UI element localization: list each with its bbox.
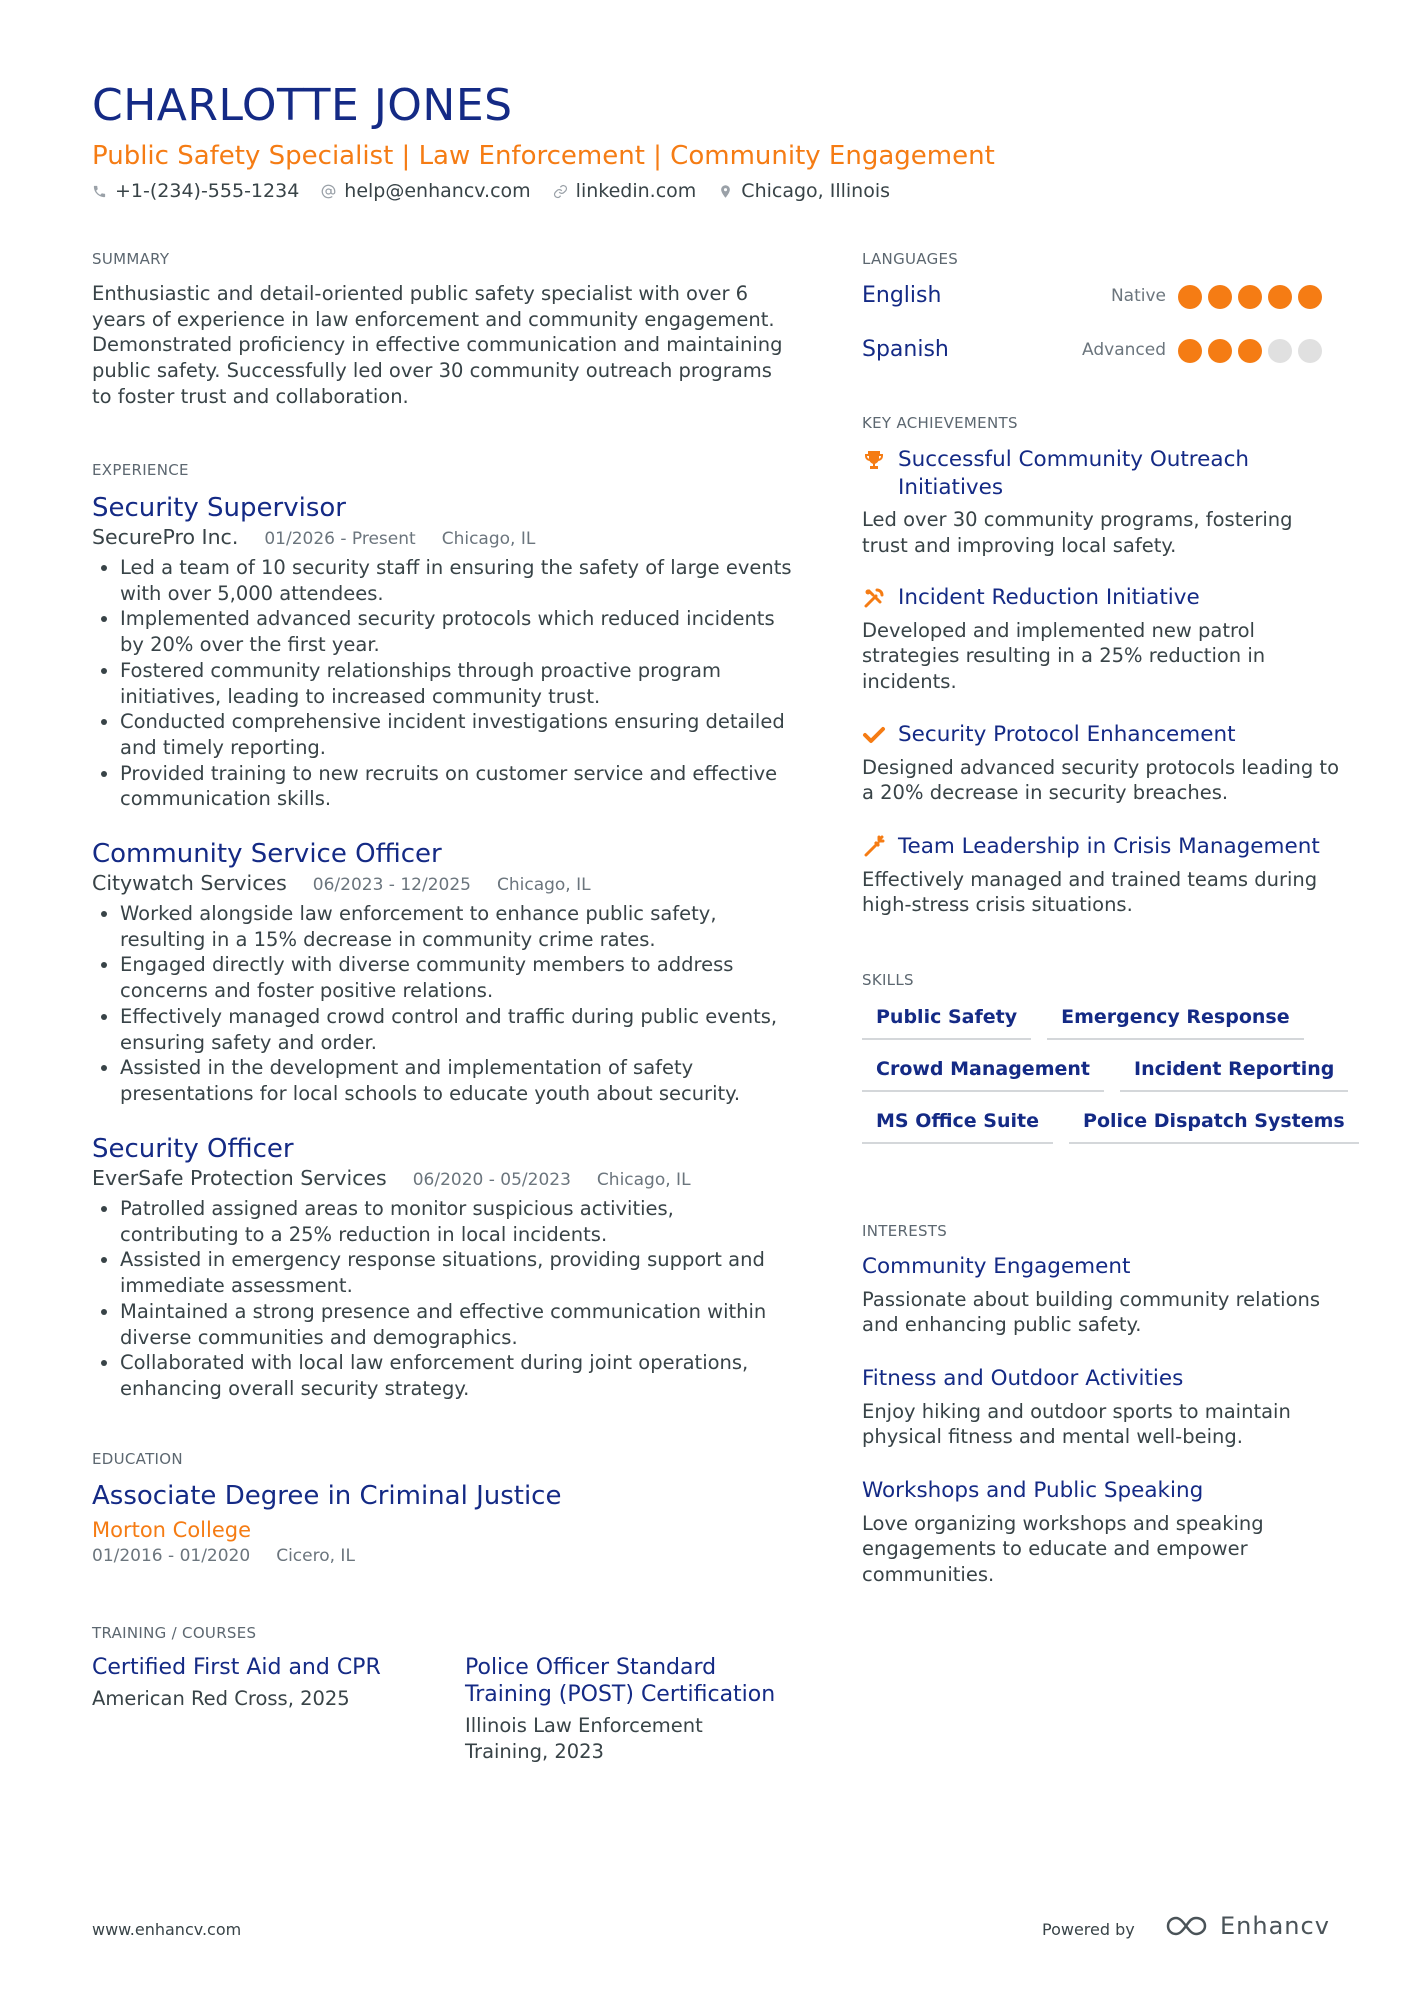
course-org: American Red Cross, 2025 [92, 1687, 350, 1710]
achievement-item [862, 584, 1342, 695]
contact-email[interactable] [321, 180, 530, 202]
job-bullets [92, 555, 792, 812]
linkedin-text: linkedin.com [575, 180, 697, 202]
education-school: Morton College [92, 1518, 252, 1542]
education-dates: 01/2016 - 01/2020 [92, 1546, 251, 1566]
interest-item [862, 1253, 1342, 1338]
rating-dot [1238, 339, 1262, 363]
rating-dot [1208, 285, 1232, 309]
job-bullet: • Worked alongside law enforcement to enhance public safety, resulting in a 15% decrease in community crime rates. [120, 901, 792, 952]
job-bullet: • Fostered community relationships through proactive program initiatives, leading to increased community trust. [120, 658, 792, 709]
job-bullet: • Led a team of 10 security staff in ensuring the safety of large events with over 5,000 attendees. [120, 555, 792, 606]
job-bullet: • Collaborated with local law enforcement during joint operations, enhancing overall security strategy. [120, 1350, 792, 1401]
language-row [862, 281, 1322, 311]
achievement-item [862, 833, 1342, 918]
job-company: SecurePro Inc. [92, 525, 239, 549]
candidate-name: CHARLOTTE JONES [92, 80, 513, 131]
course-entry [92, 1654, 422, 1712]
enhancv-brand-text: Enhancv [1220, 1912, 1330, 1940]
email-text: help@enhancv.com [344, 180, 531, 202]
job-location: Chicago, IL [596, 1170, 691, 1190]
rating-dot [1178, 339, 1202, 363]
achievement-title: Successful Community Outreach Initiatives [898, 447, 1250, 500]
course-org: Illinois Law Enforcement Training, 2023 [465, 1714, 703, 1763]
enhancv-logo[interactable] [1164, 1912, 1330, 1940]
magic-wand-icon [862, 835, 886, 859]
interest-item [862, 1365, 1342, 1450]
achievement-desc: Effectively managed and trained teams during high-stress crisis situations. [862, 867, 1318, 917]
language-rating [1172, 285, 1322, 309]
interests-heading: INTERESTS [862, 1222, 948, 1240]
course-title: Certified First Aid and CPR [92, 1655, 381, 1680]
contact-phone[interactable] [92, 180, 299, 202]
education-entry [92, 1480, 792, 1566]
location-text: Chicago, Illinois [741, 180, 891, 202]
achievement-item [862, 721, 1342, 806]
at-sign-icon [321, 184, 336, 199]
rating-dot [1238, 285, 1262, 309]
job-bullets [92, 1196, 792, 1402]
achievements-heading: KEY ACHIEVEMENTS [862, 414, 1018, 432]
language-name: Spanish [862, 337, 949, 362]
achievement-item [862, 446, 1342, 558]
skill-tag: Police Dispatch Systems [1069, 1108, 1359, 1144]
tools-icon [862, 586, 886, 610]
rating-dot [1298, 285, 1322, 309]
skill-tag: Emergency Response [1047, 1004, 1304, 1040]
interest-title: Workshops and Public Speaking [862, 1478, 1204, 1503]
location-pin-icon [718, 184, 733, 199]
job-bullet: • Maintained a strong presence and effective communication within diverse communities and demographics. [120, 1299, 792, 1350]
contact-bar [92, 180, 912, 202]
experience-heading: EXPERIENCE [92, 461, 189, 479]
link-icon [553, 184, 568, 199]
job-meta [92, 1166, 792, 1190]
interest-desc: Enjoy hiking and outdoor sports to maintain physical fitness and mental well-being. [862, 1399, 1291, 1449]
job-meta [92, 525, 792, 549]
phone-icon [92, 184, 107, 199]
achievement-desc: Designed advanced security protocols leading to a 20% decrease in security breaches. [862, 755, 1339, 805]
rating-dot [1298, 339, 1322, 363]
job-bullet: • Conducted comprehensive incident investigations ensuring detailed and timely reporting. [120, 709, 792, 760]
training-heading: TRAINING / COURSES [92, 1624, 257, 1642]
contact-linkedin[interactable] [553, 180, 697, 202]
summary-heading: SUMMARY [92, 250, 170, 268]
phone-text: +1-(234)-555-1234 [115, 180, 300, 202]
rating-dot [1208, 339, 1232, 363]
job-meta [92, 871, 792, 895]
skill-tag: MS Office Suite [862, 1108, 1053, 1144]
job-title: Security Supervisor [92, 493, 346, 523]
powered-by-label: Powered by [1042, 1920, 1135, 1939]
job-entry [92, 838, 792, 1107]
achievement-title: Security Protocol Enhancement [898, 722, 1236, 747]
job-entry [92, 492, 792, 812]
job-location: Chicago, IL [441, 529, 536, 549]
interest-desc: Passionate about building community relations and enhancing public safety. [862, 1287, 1321, 1337]
education-heading: EDUCATION [92, 1450, 183, 1468]
skill-tag: Public Safety [862, 1004, 1031, 1040]
education-degree: Associate Degree in Criminal Justice [92, 1481, 562, 1511]
achievement-desc: Led over 30 community programs, fostering trust and improving local safety. [862, 508, 1293, 557]
job-dates: 06/2020 - 05/2023 [412, 1170, 571, 1190]
education-meta [92, 1546, 792, 1566]
education-location: Cicero, IL [276, 1546, 355, 1566]
job-company: Citywatch Services [92, 871, 287, 895]
summary-text: Enthusiastic and detail-oriented public safety specialist with over 6 years of experience in law enforcement and community engagement. Demonstrated proficiency in effective communication and maintaining public safety. Successfully led over 30 community outreach programs to foster trust and collaboration. [92, 282, 783, 408]
skill-tag: Incident Reporting [1120, 1056, 1348, 1092]
achievement-title: Incident Reduction Initiative [898, 585, 1200, 610]
rating-dot [1178, 285, 1202, 309]
achievement-desc: Developed and implemented new patrol strategies resulting in a 25% reduction in incidents. [862, 618, 1266, 693]
job-bullet: • Provided training to new recruits on customer service and effective communication skills. [120, 761, 792, 812]
achievement-title: Team Leadership in Crisis Management [898, 834, 1320, 859]
language-row [862, 335, 1322, 365]
job-entry [92, 1133, 792, 1402]
rating-dot [1268, 285, 1292, 309]
job-location: Chicago, IL [496, 875, 591, 895]
interest-desc: Love organizing workshops and speaking engagements to educate and empower communities. [862, 1511, 1264, 1586]
job-company: EverSafe Protection Services [92, 1166, 387, 1190]
interest-title: Community Engagement [862, 1254, 1131, 1279]
enhancv-logo-icon [1164, 1912, 1210, 1940]
job-bullet: • Assisted in the development and implementation of safety presentations for local schools to educate youth about security. [120, 1055, 792, 1106]
skills-list [862, 1004, 1345, 1160]
languages-heading: LANGUAGES [862, 250, 959, 268]
job-dates: 06/2023 - 12/2025 [312, 875, 471, 895]
language-level: Native [1110, 286, 1166, 306]
rating-dot [1268, 339, 1292, 363]
job-bullet: • Engaged directly with diverse community members to address concerns and foster positive relations. [120, 952, 792, 1003]
contact-location [718, 180, 890, 202]
course-entry [465, 1654, 785, 1764]
job-bullet: • Patrolled assigned areas to monitor suspicious activities, contributing to a 25% reduction in local incidents. [120, 1196, 792, 1247]
job-title: Community Service Officer [92, 839, 442, 869]
skills-heading: SKILLS [862, 971, 914, 989]
skill-tag: Crowd Management [862, 1056, 1104, 1092]
job-bullet: • Implemented advanced security protocols which reduced incidents by 20% over the first year. [120, 606, 792, 657]
checkmark-icon [862, 723, 886, 747]
language-rating [1172, 339, 1322, 363]
footer-url[interactable]: www.enhancv.com [92, 1920, 242, 1939]
job-bullet: • Effectively managed crowd control and traffic during public events, ensuring safety and order. [120, 1004, 792, 1055]
interest-item [862, 1477, 1342, 1588]
candidate-tagline: Public Safety Specialist | Law Enforcement | Community Engagement [92, 141, 995, 171]
job-title: Security Officer [92, 1134, 294, 1164]
interest-title: Fitness and Outdoor Activities [862, 1366, 1184, 1391]
trophy-icon [862, 448, 886, 472]
job-bullet: • Assisted in emergency response situations, providing support and immediate assessment. [120, 1247, 792, 1298]
job-dates: 01/2026 - Present [264, 529, 416, 549]
course-title: Police Officer Standard Training (POST) Certification [465, 1655, 776, 1707]
job-bullets [92, 901, 792, 1107]
language-level: Advanced [1082, 340, 1166, 360]
language-name: English [862, 283, 942, 308]
